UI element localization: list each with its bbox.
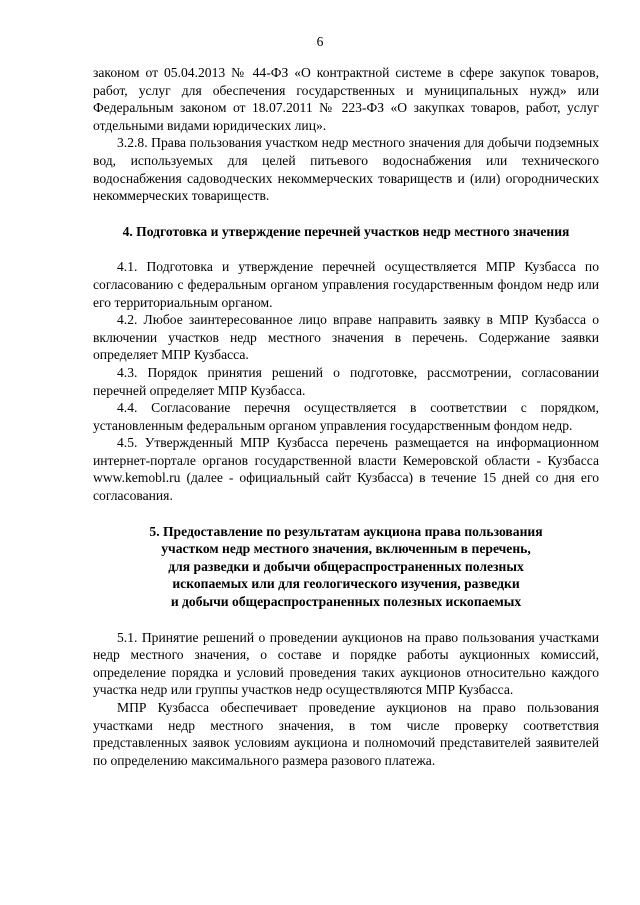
paragraph-4-2: 4.2. Любое заинтересованное лицо вправе направить заявку в МПР Кузбасса о включении участков недр местного значения в перечень. Содержание заявки определяет МПР Кузбасса. <box>93 312 599 363</box>
paragraph-5-1-cont: МПР Кузбасса обеспечивает проведение аукционов на право пользования участками недр местного значения, в том числе проверку соответствия представленных заявок условиям аукциона и полномочий представителей заявителей по определению максимального размера разового платежа. <box>93 700 599 768</box>
section-5-heading-line-3: для разведки и добычи общераспространенных полезных <box>168 558 524 574</box>
paragraph-4-4: 4.4. Согласование перечня осуществляется в соответствии с порядком, установленным федеральным органом управления государственным фондом недр. <box>93 400 599 433</box>
section-5-heading-line-4: ископаемых или для геологического изучения, разведки <box>172 576 520 592</box>
section-5-heading-line-2: участком недр местного значения, включенным в перечень, <box>161 541 531 557</box>
paragraph-4-5: 4.5. Утвержденный МПР Кузбасса перечень размещается на информационном интернет-портале органов государственной власти Кемеровской области - Кузбасса www.kemobl.ru (далее - официальный сайт Кузбасса) в течение 15 дней со дня его согласования. <box>93 435 599 504</box>
section-4-heading: 4. Подготовка и утверждение перечней участков недр местного значения <box>122 223 570 239</box>
document-body <box>93 64 599 769</box>
paragraph-5-1: 5.1. Принятие решений о проведении аукционов на право пользования участками недр местного значения, о составе и порядке работы аукционных комиссий, определение порядка и условий проведения таких аукционов относительно каждого участка недр или группы участков недр осуществляются МПР Кузбасса. <box>93 629 599 698</box>
section-5-heading <box>93 523 599 611</box>
paragraph-continuation: законом от 05.04.2013 № 44-ФЗ «О контрактной системе в сфере закупок товаров, работ, услуг для обеспечения государственных и муниципальных нужд» или Федеральным законом от 18.07.2011 № 223-ФЗ «О закупках товаров, работ, услуг отдельными видами юридических лиц». <box>93 65 599 133</box>
section-5-heading-line-1: 5. Предоставление по результатам аукциона права пользования <box>149 523 543 539</box>
page-number: 6 <box>316 34 324 49</box>
paragraph-4-1: 4.1. Подготовка и утверждение перечней осуществляется МПР Кузбасса по согласованию с федеральным органом управления государственным фондом недр или его территориальным органом. <box>93 259 599 310</box>
paragraph-3-2-8: 3.2.8. Права пользования участком недр местного значения для добычи подземных вод, используемых для целей питьевого водоснабжения или технического водоснабжения садоводческих некоммерческих товариществ и (или) огороднических некоммерческих товариществ. <box>93 135 599 204</box>
section-5-heading-line-5: и добычи общераспространенных полезных ископаемых <box>170 594 522 610</box>
paragraph-4-3: 4.3. Порядок принятия решений о подготовке, рассмотрении, согласовании перечней определяет МПР Кузбасса. <box>93 364 599 398</box>
